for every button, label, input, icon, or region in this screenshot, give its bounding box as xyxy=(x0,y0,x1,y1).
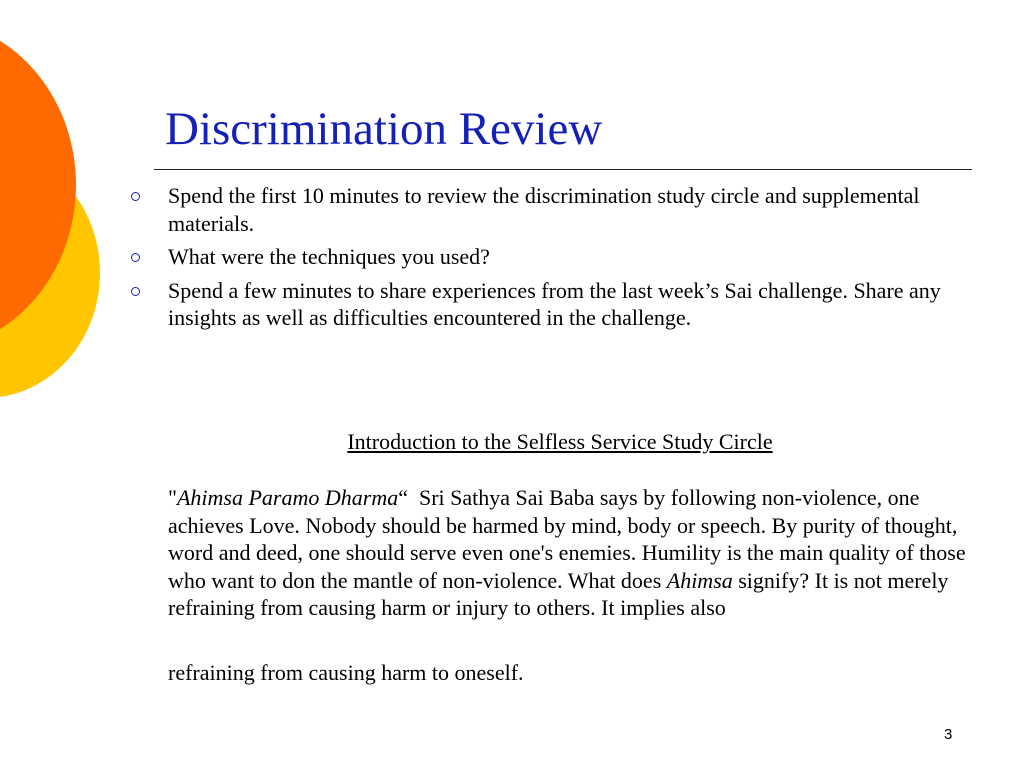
bullet-list xyxy=(128,182,988,338)
quote-last-line: refraining from causing harm to oneself. xyxy=(168,660,524,685)
hollow-circle-bullet-icon xyxy=(131,192,140,201)
bullet-item xyxy=(128,243,988,271)
bullet-text: Spend the first 10 minutes to review the discrimination study circle and supplemental materials. xyxy=(168,183,920,236)
slide-title: Discrimination Review xyxy=(165,103,603,155)
bullet-text: Spend a few minutes to share experiences from the last week’s Sai challenge. Share any insights as well as difficulties encountered in the challenge. xyxy=(168,277,941,330)
bullet-item xyxy=(128,182,988,237)
hollow-circle-bullet-icon xyxy=(131,253,140,262)
quote-text: Sri Sathya Sai Baba says by following non-violence, one achieves Love. Nobody should be harmed by mind, body or speech. By purity of thought, word and deed, one should serve even one's enemies. Humility is the main quality of those who want to don the mantle of non-violence. What does xyxy=(168,485,972,593)
quote-close-mark: “ xyxy=(398,485,408,510)
quote-term: Ahimsa Paramo Dharma xyxy=(176,485,399,510)
quote-open-mark: " xyxy=(168,485,177,510)
bullet-item xyxy=(128,277,988,332)
quote-term-ahimsa: Ahimsa xyxy=(666,567,733,593)
quote-text-continued: signify? It is not merely refraining from causing harm or injury to others. It implies also xyxy=(168,567,949,620)
title-divider xyxy=(154,169,972,170)
quote-paragraph xyxy=(168,484,983,622)
bullet-text: What were the techniques you used? xyxy=(168,244,490,269)
page-number: 3 xyxy=(944,726,953,743)
hollow-circle-bullet-icon xyxy=(131,287,140,296)
section-heading: Introduction to the Selfless Service Study Circle xyxy=(347,429,773,454)
